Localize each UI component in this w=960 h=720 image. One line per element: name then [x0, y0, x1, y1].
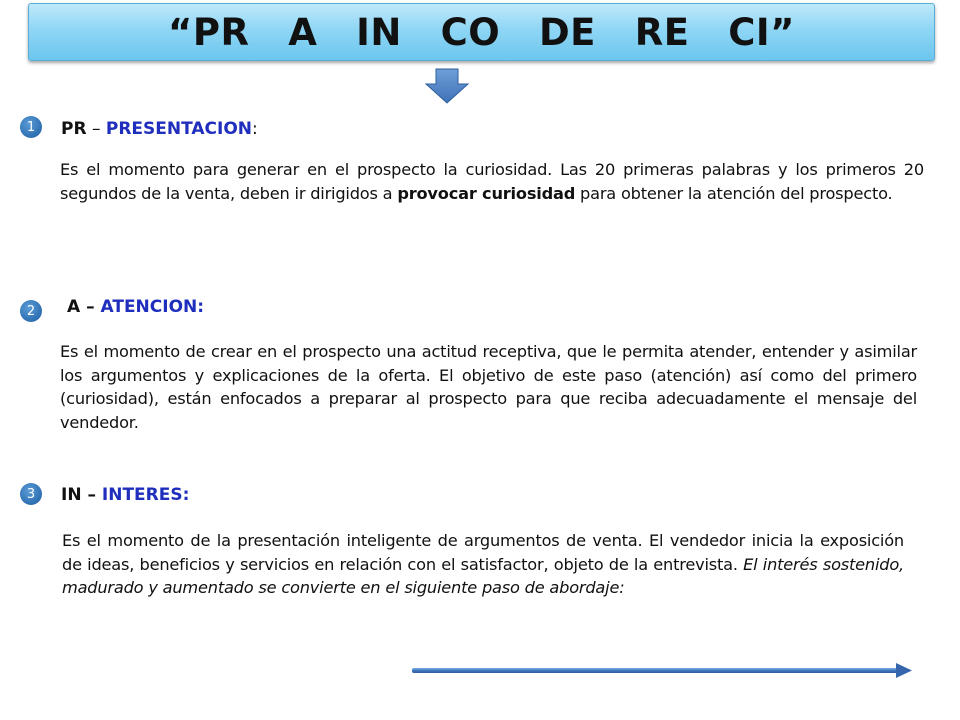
- section-body-interes: [62, 529, 904, 600]
- section-code: IN: [61, 485, 82, 505]
- body-text: Es el momento para generar en el prospecto la curiosidad. Las 20 primeras palabras y los primeros 20 segundos de la venta, deben ir dirigidos a: [60, 160, 924, 203]
- section-body-atencion: Es el momento de crear en el prospecto una actitud receptiva, que le permita atender, entender y asimilar los argumentos y explicaciones de la oferta. El objetivo de este paso (atención) así como del primero (curiosidad), están enfocados a preparar al prospecto para que reciba adecuadamente el mensaje del vendedor.: [60, 342, 917, 432]
- body-bold-text: provocar curiosidad: [397, 183, 576, 203]
- body-text: para obtener la atención del prospecto.: [575, 183, 893, 203]
- right-arrow-icon: [410, 660, 914, 682]
- section-code: PR: [61, 119, 87, 139]
- section-heading-presentacion: [61, 119, 258, 139]
- step-badge-3: 3: [20, 483, 42, 505]
- section-heading-interes: [61, 485, 189, 505]
- page-title: “PR A IN CO DE RE CI”: [168, 10, 795, 54]
- section-name: PRESENTACION: [105, 119, 253, 139]
- step-badge-1: 1: [20, 116, 42, 138]
- heading-dash: –: [81, 485, 102, 505]
- body-text: Es el momento de la presentación inteligente de argumentos de venta. El vendedor inicia la exposición de ideas, beneficios y servicios en relación con el satisfactor, objeto de la entrevista.: [62, 531, 904, 574]
- title-banner: [28, 3, 935, 61]
- down-arrow-icon: [424, 68, 470, 104]
- section-code: A: [67, 297, 81, 317]
- heading-colon: :: [252, 119, 258, 139]
- body-italic-text: El interés sostenido, madurado y aumentado se convierte en el siguiente paso de abordaje:: [62, 554, 904, 597]
- heading-dash: –: [86, 119, 106, 139]
- section-body-presentacion: [60, 158, 924, 205]
- section-heading-atencion: [67, 297, 204, 317]
- heading-dash: –: [80, 297, 101, 317]
- section-name: ATENCION:: [100, 297, 205, 317]
- step-badge-2: 2: [20, 300, 42, 322]
- section-name: INTERES:: [101, 485, 190, 505]
